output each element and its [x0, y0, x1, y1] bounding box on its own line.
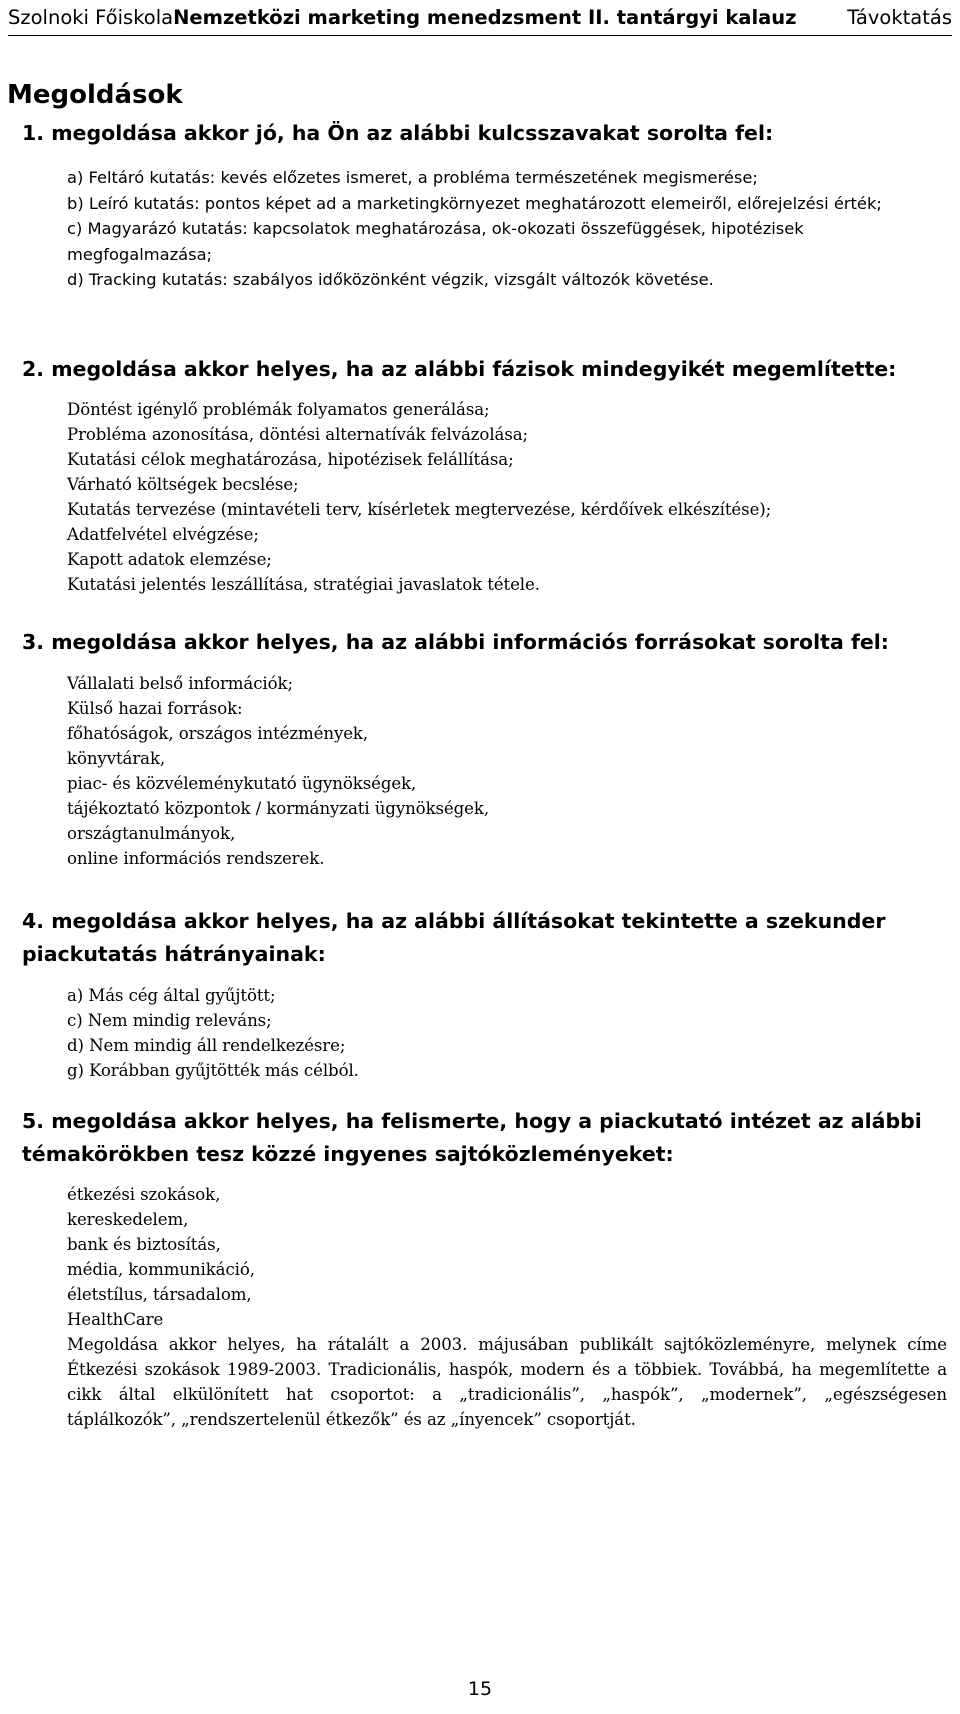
section-5-paragraph: Megoldása akkor helyes, ha rátalált a 2003. májusában publikált sajtóközleményre, melynek címe Étkezési szokások 1989-2003. Tradicionális, haspók, modern és a többiek. Továbbá, ha megemlítette a cikk által elkülönített hat csoportot: a „tradicionális”, „haspók”, „modernek”, „egészségesen táplálkozók”, „rendszertelenül étkezők” és az „ínyencek” csoportját. — [67, 1335, 947, 1429]
list-item: Külső hazai források: — [67, 699, 243, 718]
list-item: online információs rendszerek. — [67, 849, 325, 868]
header-course: Nemzetközi marketing menedzsment II. tantárgyi kalauz — [173, 6, 797, 29]
list-item: c) Magyarázó kutatás: kapcsolatok meghatározása, ok-okozati összefüggések, hipotézisek megfogalmazása; — [67, 219, 804, 264]
list-item: könyvtárak, — [67, 749, 166, 768]
list-item: Kutatási célok meghatározása, hipotézisek felállítása; — [67, 450, 514, 469]
list-item: főhatóságok, országos intézmények, — [67, 724, 369, 743]
list-item: kereskedelem, — [67, 1210, 189, 1229]
section-1-title: 1. megoldása akkor jó, ha Ön az alábbi kulcsszavakat sorolta fel: — [22, 121, 774, 145]
list-item: Kutatás tervezése (mintavételi terv, kísérletek megtervezése, kérdőívek elkészítése); — [67, 500, 772, 519]
list-item: Vállalati belső információk; — [67, 674, 293, 693]
list-item: országtanulmányok, — [67, 824, 236, 843]
list-item: étkezési szokások, — [67, 1185, 221, 1204]
list-item: b) Leíró kutatás: pontos képet ad a marketingkörnyezet meghatározott elemeiről, előrejelzési érték; — [67, 193, 882, 213]
page-title: Megoldások — [7, 80, 183, 110]
list-item: Döntést igénylő problémák folyamatos generálása; — [67, 400, 490, 419]
list-item: média, kommunikáció, — [67, 1260, 255, 1279]
list-item: Adatfelvétel elvégzése; — [67, 525, 259, 544]
section-2-list — [67, 397, 947, 597]
section-5-title: 5. megoldása akkor helyes, ha felismerte, hogy a piackutató intézet az alábbi témakörökben tesz közzé ingyenes sajtóközleményeket: — [22, 1109, 922, 1166]
list-item: Probléma azonosítása, döntési alternatívák felvázolása; — [67, 425, 529, 444]
list-item: piac- és közvéleménykutató ügynökségek, — [67, 774, 417, 793]
list-item: c) Nem mindig releváns; — [67, 1011, 272, 1030]
list-item: HealthCare — [67, 1310, 164, 1329]
section-3-title: 3. megoldása akkor helyes, ha az alábbi információs forrásokat sorolta fel: — [22, 630, 889, 654]
list-item: g) Korábban gyűjtötték más célból. — [67, 1061, 359, 1080]
list-item: Kutatási jelentés leszállítása, stratégiai javaslatok tétele. — [67, 575, 540, 594]
list-item: életstílus, társadalom, — [67, 1285, 252, 1304]
section-1-list — [67, 165, 947, 293]
list-item: d) Nem mindig áll rendelkezésre; — [67, 1036, 346, 1055]
list-item: Várható költségek becslése; — [67, 475, 299, 494]
list-item: d) Tracking kutatás: szabályos időközönként végzik, vizsgált változók követése. — [67, 270, 714, 289]
section-2-title: 2. megoldása akkor helyes, ha az alábbi fázisok mindegyikét megemlítette: — [22, 357, 897, 381]
header-divider — [8, 35, 952, 36]
section-4-list — [67, 983, 947, 1083]
page-number: 15 — [467, 1678, 493, 1700]
list-item: bank és biztosítás, — [67, 1235, 221, 1254]
header-mode: Távoktatás — [847, 6, 952, 29]
section-5-list — [67, 1182, 947, 1332]
list-item: tájékoztató központok / kormányzati ügynökségek, — [67, 799, 490, 818]
section-4-title: 4. megoldása akkor helyes, ha az alábbi állításokat tekintette a szekunder piackutatás hátrányainak: — [22, 909, 886, 966]
section-3-list — [67, 671, 947, 871]
header-institution: Szolnoki Főiskola — [8, 6, 174, 29]
list-item: a) Feltáró kutatás: kevés előzetes ismeret, a probléma természetének megismerése; — [67, 168, 758, 187]
page-header — [8, 6, 952, 30]
list-item: a) Más cég által gyűjtött; — [67, 986, 276, 1005]
list-item: Kapott adatok elemzése; — [67, 550, 272, 569]
